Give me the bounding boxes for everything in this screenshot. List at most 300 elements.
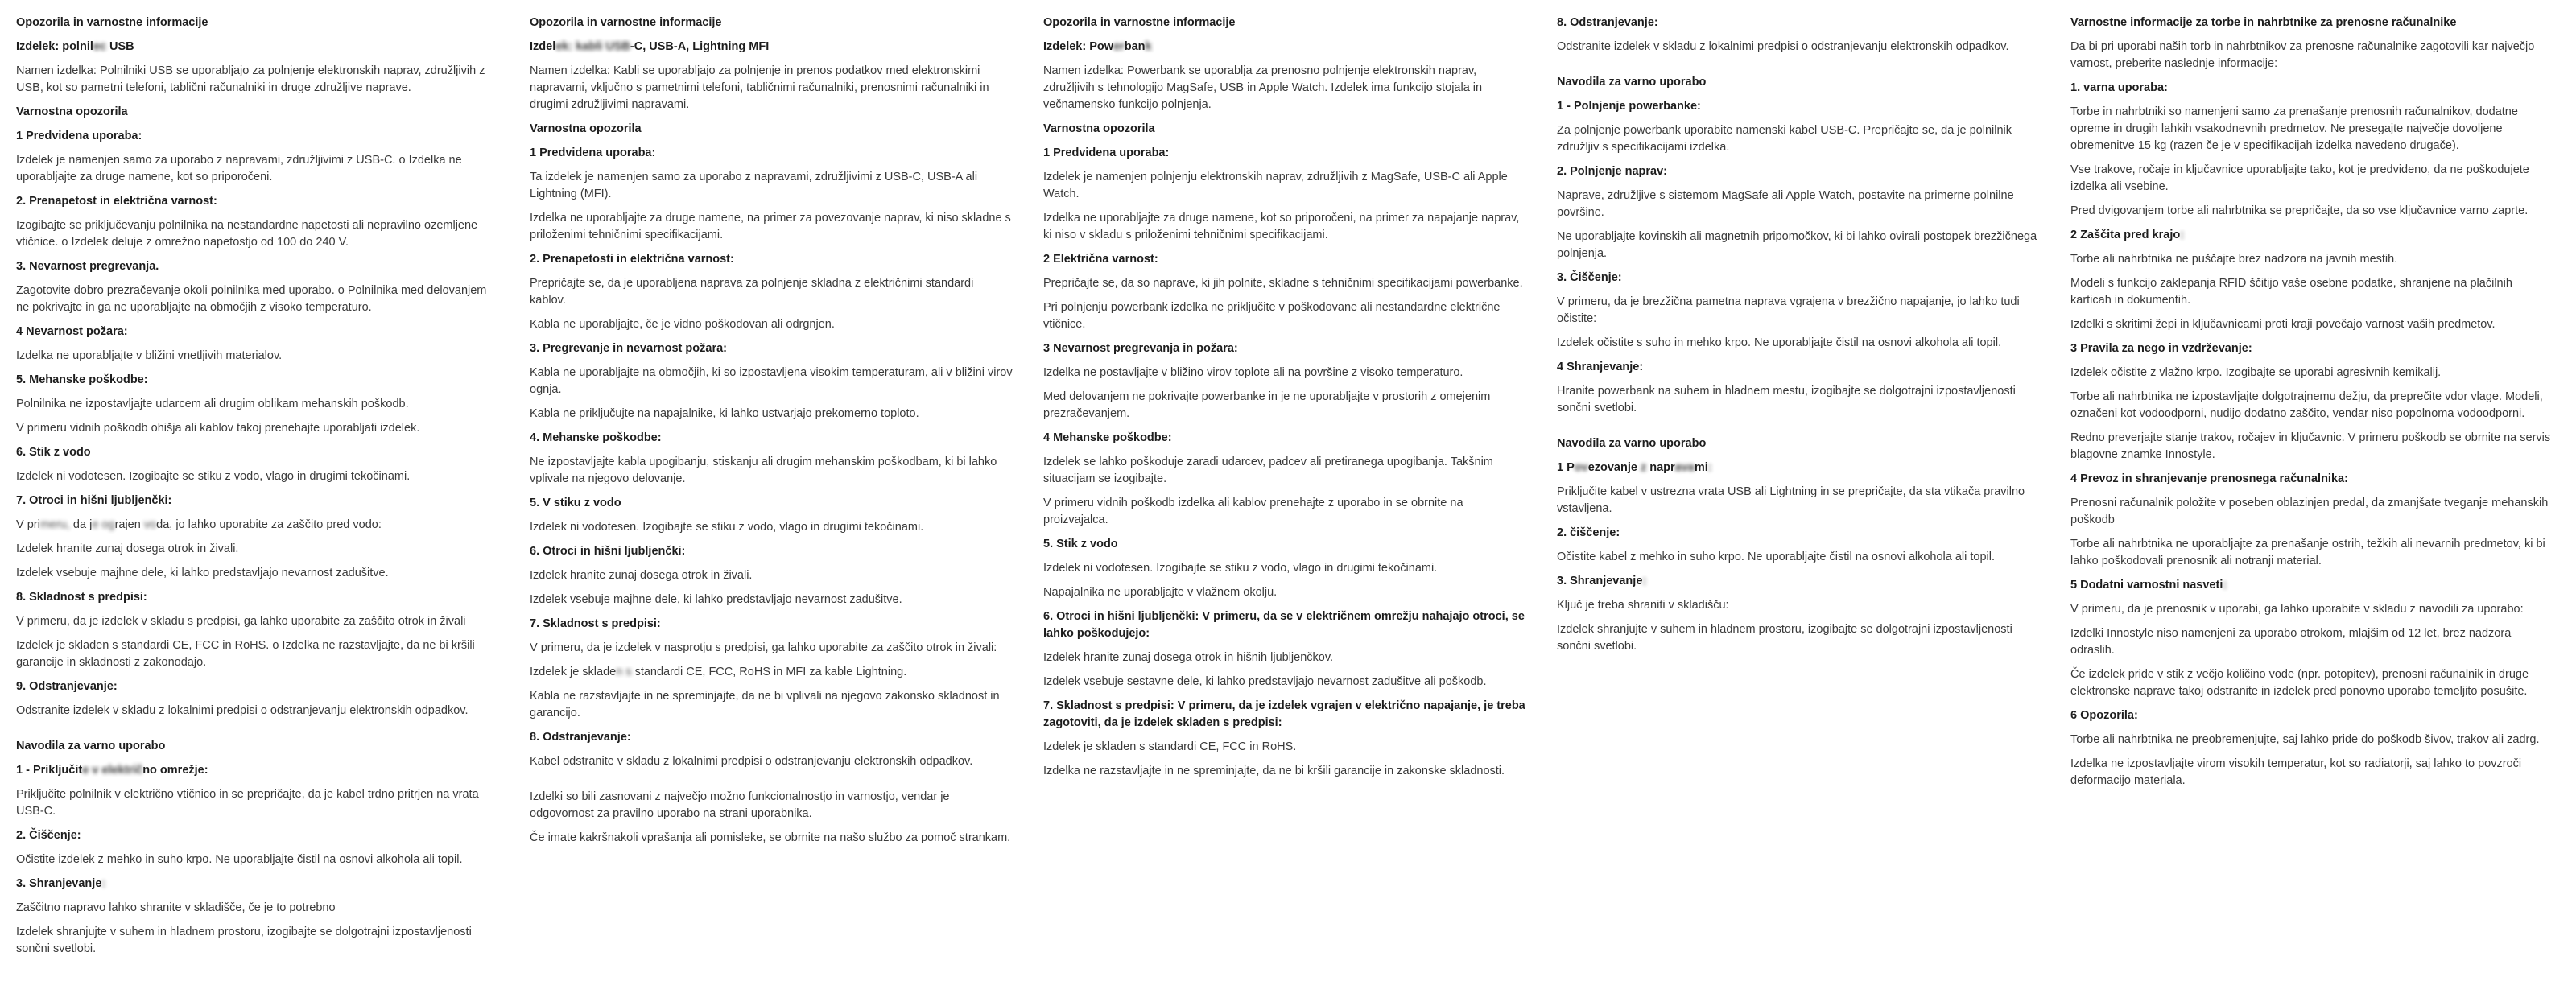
document-column-4 xyxy=(1557,14,2040,965)
section-heading xyxy=(16,39,499,56)
text-run: ek: kabli USB xyxy=(555,40,630,53)
text-run: ov xyxy=(1574,461,1588,474)
paragraph xyxy=(1043,365,1526,381)
paragraph xyxy=(2070,316,2553,333)
text-run: mi xyxy=(1694,461,1708,474)
paragraph xyxy=(530,688,1013,722)
section-heading xyxy=(530,145,1013,162)
section-heading xyxy=(16,827,499,844)
text-run: Kabla ne priključujte na napajalnike, ki lahko ustvarjajo prekomerno toploto. xyxy=(530,407,919,420)
text-run: 2 Električna varnost: xyxy=(1043,253,1158,266)
paragraph xyxy=(1043,210,1526,244)
text-run: : xyxy=(101,877,106,890)
text-run: Izdelek je namenjen samo za uporabo z napravami, združljivimi z USB-C. o Izdelka ne uporabljajte za druge namene, kot so priporočeni. xyxy=(16,154,462,183)
text-run: Kabla ne razstavljajte in ne spreminjajte, da ne bi vplivali na njegovo zakonsko skladnost in garancijo. xyxy=(530,690,1000,719)
text-run: 8. Odstranjevanje: xyxy=(1557,16,1658,29)
section-heading xyxy=(1557,163,2040,180)
text-run: Varnostne informacije za torbe in nahrbtnike za prenosne računalnike xyxy=(2070,16,2457,29)
paragraph xyxy=(2070,732,2553,748)
text-run: 1 Predvidena uporaba: xyxy=(1043,146,1170,159)
text-run: Kabel odstranite v skladu z lokalnimi predpisi o odstranjevanju elektronskih odpadkov. xyxy=(530,755,973,768)
text-run: Prepričajte se, da so naprave, ki jih polnite, skladne s tehničnimi specifikacijami powerbanke. xyxy=(1043,277,1523,290)
section-heading xyxy=(1557,98,2040,115)
paragraph xyxy=(2070,39,2553,72)
document-column-1 xyxy=(16,14,499,965)
text-run: Naprave, združljive s sistemom MagSafe ali Apple Watch, postavite na primerne polnilne površine. xyxy=(1557,189,2014,219)
text-run: Izdelek je sklade xyxy=(530,666,617,678)
section-heading xyxy=(1557,14,2040,31)
paragraph xyxy=(1557,188,2040,221)
text-run: meru, xyxy=(39,518,70,531)
text-run: 5 Dodatni varnostni nasveti xyxy=(2070,579,2223,592)
text-run: Namen izdelka: Powerbank se uporablja za prenosno polnjenje elektronskih naprav, združljivih s tehnologijo MagSafe, USB in Apple Watch. Izdelek ima funkcijo stojala in večnamensko funkcijo polnjenja. xyxy=(1043,64,1483,111)
paragraph xyxy=(530,567,1013,584)
section-heading xyxy=(2070,471,2553,488)
section-heading xyxy=(16,128,499,145)
section-heading xyxy=(1043,145,1526,162)
text-run: Zagotovite dobro prezračevanje okoli polnilnika med uporabo. o Polnilnika med delovanjem ne pokrivajte in ga ne uporabljajte na območjih z visoko temperaturo. xyxy=(16,284,487,314)
paragraph xyxy=(530,63,1013,113)
paragraph xyxy=(2070,430,2553,464)
section-heading xyxy=(16,193,499,210)
paragraph xyxy=(2070,666,2553,700)
paragraph xyxy=(16,420,499,437)
section-heading xyxy=(1043,251,1526,268)
paragraph xyxy=(16,637,499,671)
text-run: Pri polnjenju powerbank izdelka ne priključite v poškodovane ali nestandardne električne vtičnice. xyxy=(1043,301,1501,331)
paragraph xyxy=(2070,251,2553,268)
paragraph xyxy=(16,282,499,316)
text-run: Prepričajte se, da je uporabljena naprava za polnjenje skladna z električnimi standardi kablov. xyxy=(530,277,974,307)
text-run: USB xyxy=(106,40,134,53)
text-run: Izogibajte se priključevanju polnilnika na nestandardne napetosti ali nepravilno ozemljene vtičnice. o Izdelek deluje z omrežno napetostjo od 100 do 240 V. xyxy=(16,219,478,249)
text-run: Da bi pri uporabi naših torb in nahrbtnikov za prenosne računalnike zagotovili kar največjo varnost, preberite naslednje informacije: xyxy=(2070,40,2535,70)
paragraph xyxy=(1043,275,1526,292)
paragraph xyxy=(16,565,499,582)
paragraph xyxy=(2070,536,2553,570)
paragraph xyxy=(1043,763,1526,780)
paragraph xyxy=(2070,203,2553,220)
text-run: Izdelek ni vodotesen. Izogibajte se stiku z vodo, vlago in drugimi tekočinami. xyxy=(530,521,924,534)
text-run: V primeru, da je prenosnik v uporabi, ga lahko uporabite v skladu z navodili za uporabo: xyxy=(2070,603,2524,616)
paragraph xyxy=(2070,365,2553,381)
paragraph xyxy=(530,664,1013,681)
text-run: Izdelki Innostyle niso namenjeni za uporabo otrokom, mlajšim od 12 let, brez nadzora odraslih. xyxy=(2070,627,2512,657)
text-run: Izdelek očistite z vlažno krpo. Izogibajte se uporabi agresivnih kemikalij. xyxy=(2070,366,2442,379)
text-run: Izdelek shranjujte v suhem in hladnem prostoru, izogibajte se dolgotrajni izpostavljenosti sončni svetlobi. xyxy=(16,926,472,955)
section-gap xyxy=(1557,63,2040,74)
text-run: 1. varna uporaba: xyxy=(2070,81,2168,94)
text-run: Izdelek hranite zunaj dosega otrok in hišnih ljubljenčkov. xyxy=(1043,651,1334,664)
text-run: 2. Polnjenje naprav: xyxy=(1557,165,1667,178)
text-run: V primeru, da je izdelek v nasprotju s predpisi, ga lahko uporabite za zaščito otrok in živali: xyxy=(530,641,997,654)
text-run: 6. Otroci in hišni ljubljenčki: xyxy=(530,545,686,558)
section-heading xyxy=(1557,460,2040,476)
text-run: : xyxy=(2223,579,2227,592)
text-run: napr xyxy=(1646,461,1675,474)
text-run: V primeru vidnih poškodb ohišja ali kablov takoj prenehajte uporabljati izdelek. xyxy=(16,422,420,435)
section-heading xyxy=(2070,14,2553,31)
text-run: 3. Čiščenje: xyxy=(1557,271,1622,284)
text-run: 4 Mehanske poškodbe: xyxy=(1043,431,1172,444)
section-heading xyxy=(530,430,1013,447)
paragraph xyxy=(16,396,499,413)
paragraph xyxy=(2070,389,2553,423)
section-heading xyxy=(2070,577,2553,594)
paragraph xyxy=(1557,549,2040,566)
paragraph xyxy=(1557,383,2040,417)
paragraph xyxy=(16,517,499,534)
paragraph xyxy=(16,348,499,365)
paragraph xyxy=(1043,454,1526,488)
paragraph xyxy=(1043,649,1526,666)
section-heading xyxy=(530,14,1013,31)
paragraph xyxy=(2070,495,2553,529)
section-heading xyxy=(1557,573,2040,590)
text-run: Izdelek vsebuje majhne dele, ki lahko predstavljajo nevarnost zadušitve. xyxy=(530,593,902,606)
text-run: e v električ xyxy=(82,764,143,777)
section-heading xyxy=(530,121,1013,138)
paragraph xyxy=(1043,560,1526,577)
section-heading xyxy=(16,738,499,755)
text-run: Izdelki s skritimi žepi in ključavnicami proti kraji povečajo varnost vaših predmetov. xyxy=(2070,318,2496,331)
paragraph xyxy=(1557,597,2040,614)
paragraph xyxy=(16,900,499,917)
section-heading xyxy=(1557,435,2040,452)
text-run: Kabla ne uporabljajte na območjih, ki so izpostavljena visokim temperaturam, ali v bližini virov ognja. xyxy=(530,366,1013,396)
section-heading xyxy=(16,372,499,389)
text-run: : xyxy=(2180,229,2185,241)
text-run: Navodila za varno uporabo xyxy=(1557,437,1707,450)
section-heading xyxy=(530,729,1013,746)
text-run: 1 - Priključit xyxy=(16,764,83,777)
text-run: Ključ je treba shraniti v skladišču: xyxy=(1557,599,1729,612)
text-run: Če izdelek pride v stik z večjo količino vode (npr. potopitev), prenosni računalnik in druge elektronske naprave takoj odstranite in izdelek pred ponovno uporabo temeljito posušite. xyxy=(2070,668,2529,698)
section-heading xyxy=(16,258,499,275)
text-run: Opozorila in varnostne informacije xyxy=(530,16,722,29)
paragraph xyxy=(530,830,1013,847)
text-run: 3 Pravila za nego in vzdrževanje: xyxy=(2070,342,2252,355)
text-run: Izdelek ni vodotesen. Izogibajte se stiku z vodo, vlago in drugimi tekočinami. xyxy=(1043,562,1438,575)
text-run: Izdelek: Pow xyxy=(1043,40,1114,53)
text-run: Izdelek hranite zunaj dosega otrok in živali. xyxy=(16,542,239,555)
section-heading xyxy=(16,104,499,121)
text-run: V primeru, da je brezžična pametna naprava vgrajena v brezžično napajanje, jo lahko tudi očistite: xyxy=(1557,295,2020,325)
text-run: Redno preverjajte stanje trakov, ročajev in ključavnic. V primeru poškodb se obrnite na servis blagovne znamke Innostyle. xyxy=(2070,431,2551,461)
paragraph xyxy=(16,468,499,485)
text-run: 6. Stik z vodo xyxy=(16,446,91,459)
text-run: k xyxy=(1145,40,1152,53)
text-run: Izdelek očistite s suho in mehko krpo. Ne uporabljajte čistil na osnovi alkohola ali topil. xyxy=(1557,336,2002,349)
text-run: Izdelka ne uporabljajte za druge namene, na primer za povezovanje naprav, ki niso skladne s priloženimi tehničnimi specifikacijami. xyxy=(530,212,1011,241)
paragraph xyxy=(16,152,499,186)
section-heading xyxy=(2070,80,2553,97)
section-heading xyxy=(16,762,499,779)
text-run: 5. V stiku z vodo xyxy=(530,497,621,509)
section-heading xyxy=(1557,270,2040,287)
paragraph xyxy=(1557,229,2040,262)
text-run: V primeru, da je izdelek v skladu s predpisi, ga lahko uporabite za zaščito otrok in živali xyxy=(16,615,466,628)
text-run: Izdelek hranite zunaj dosega otrok in živali. xyxy=(530,569,753,582)
text-run: Opozorila in varnostne informacije xyxy=(16,16,208,29)
paragraph xyxy=(1043,584,1526,601)
paragraph xyxy=(2070,756,2553,790)
section-heading xyxy=(2070,227,2553,244)
paragraph xyxy=(1043,63,1526,113)
section-heading xyxy=(1557,74,2040,91)
text-run: Izdelek ni vodotesen. Izogibajte se stiku z vodo, vlago in drugimi tekočinami. xyxy=(16,470,411,483)
text-run: : xyxy=(1642,575,1647,588)
text-run: 6. Otroci in hišni ljubljenčki: V primeru, da se v električnem omrežju nahajajo otroci, se lahko poškodujejo: xyxy=(1043,610,1525,640)
text-run: ezovanje xyxy=(1587,461,1641,474)
text-run: 2. Čiščenje: xyxy=(16,829,81,842)
paragraph xyxy=(2070,275,2553,309)
paragraph xyxy=(530,210,1013,244)
paragraph xyxy=(1557,294,2040,328)
text-run: da, jo lahko uporabite za zaščito pred vodo: xyxy=(156,518,382,531)
section-heading xyxy=(2070,707,2553,724)
text-run: e og xyxy=(92,518,115,531)
text-run: Izdelka ne izpostavljajte virom visokih temperatur, kot so radiatorji, saj lahko to povzroči deformacijo materiala. xyxy=(2070,757,2522,787)
text-run: Očistite kabel z mehko in suho krpo. Ne uporabljajte čistil na osnovi alkohola ali topil. xyxy=(1557,550,1996,563)
document-column-2 xyxy=(530,14,1013,965)
text-run: 3. Pregrevanje in nevarnost požara: xyxy=(530,342,727,355)
text-run: V pri xyxy=(16,518,40,531)
text-run: Torbe ali nahrbtnika ne izpostavljajte dolgotrajnemu dežju, da preprečite vdor vlage. Modeli, označeni kot vodoodporni, nudijo dodatno zaščito, vendar niso popolnoma vodoodporni. xyxy=(2070,390,2543,420)
paragraph xyxy=(530,365,1013,398)
text-run: Izdelek: polnil xyxy=(16,40,93,53)
paragraph xyxy=(530,789,1013,823)
text-run: Torbe in nahrbtniki so namenjeni samo za prenašanje prenosnih računalnikov, dodatne opreme in drugih lahkih vsakodnevnih predmetov. Ne presegajte največje dovoljene obremenitve 15 kg (razen če je v specifikacijah izdelka navedeno drugače). xyxy=(2070,105,2518,152)
text-run: Izdelka ne razstavljajte in ne spreminjajte, da ne bi kršili garancije in zakonske skladnosti. xyxy=(1043,765,1505,777)
section-heading xyxy=(1043,608,1526,642)
paragraph xyxy=(1557,39,2040,56)
text-run: Navodila za varno uporabo xyxy=(1557,76,1707,89)
text-run: Varnostna opozorila xyxy=(530,122,642,135)
text-run: Modeli s funkcijo zaklepanja RFID ščitijo vaše osebne podatke, shranjene na plačilnih karticah in dokumentih. xyxy=(2070,277,2512,307)
paragraph xyxy=(530,316,1013,333)
text-run: Napajalnika ne uporabljajte v vlažnem okolju. xyxy=(1043,586,1278,599)
text-run: ec xyxy=(93,40,107,53)
text-run: n s xyxy=(616,666,632,678)
text-run: 5. Stik z vodo xyxy=(1043,538,1118,550)
text-run: V primeru vidnih poškodb izdelka ali kablov prenehajte z uporabo in se obrnite na proizvajalca. xyxy=(1043,497,1463,526)
text-run: Izdel xyxy=(530,40,556,53)
section-heading xyxy=(2070,340,2553,357)
text-run: Ne izpostavljajte kabla upogibanju, stiskanju ali drugim mehanskim poškodbam, ki bi lahko vplivale na njegovo delovanje. xyxy=(530,456,997,485)
text-run: ban xyxy=(1124,40,1146,53)
section-heading xyxy=(1557,525,2040,542)
text-run: Izdelek je namenjen polnjenju elektronskih naprav, združljivih z MagSafe, USB-C ali Apple Watch. xyxy=(1043,171,1508,200)
text-run: Med delovanjem ne pokrivajte powerbanke in je ne uporabljajte v prostorih z omejenim prezračevanjem. xyxy=(1043,390,1491,420)
section-heading xyxy=(530,543,1013,560)
text-run: Odstranite izdelek v skladu z lokalnimi predpisi o odstranjevanju elektronskih odpadkov. xyxy=(1557,40,2009,53)
text-run: Prenosni računalnik položite v poseben oblazinjen predal, da zmanjšate tveganje mehanskih poškodb xyxy=(2070,497,2549,526)
paragraph xyxy=(16,851,499,868)
paragraph xyxy=(530,169,1013,203)
paragraph xyxy=(530,454,1013,488)
text-run: Hranite powerbank na suhem in hladnem mestu, izogibajte se dolgotrajni izpostavljenosti sončni svetlobi. xyxy=(1557,385,2016,414)
text-run: Vse trakove, ročaje in ključavnice uporabljajte tako, kot je predvideno, da ne poškodujete izdelka ali vsebine. xyxy=(2070,163,2529,193)
paragraph xyxy=(1043,389,1526,423)
text-run: Torbe ali nahrbtnika ne preobremenjujte, saj lahko pride do poškodb šivov, trakov ali zadrg. xyxy=(2070,733,2540,746)
text-run: Polnilnika ne izpostavljajte udarcem ali drugim oblikam mehanskih poškodb. xyxy=(16,398,409,410)
text-run: Očistite izdelek z mehko in suho krpo. Ne uporabljajte čistil na osnovi alkohola ali topil. xyxy=(16,853,463,866)
paragraph xyxy=(1043,739,1526,756)
text-run: Navodila za varno uporabo xyxy=(16,740,166,752)
section-heading xyxy=(1557,359,2040,376)
text-run: rajen xyxy=(114,518,141,531)
text-run: 7. Skladnost s predpisi: V primeru, da je izdelek vgrajen v električno napajanje, je treba zagotoviti, da je izdelek skladen s predpisi: xyxy=(1043,699,1525,729)
text-run: Varnostna opozorila xyxy=(1043,122,1155,135)
paragraph xyxy=(1557,335,2040,352)
text-run: Za polnjenje powerbank uporabite namenski kabel USB-C. Prepričajte se, da je polnilnik združljiv s specifikacijami izdelka. xyxy=(1557,124,2013,154)
section-heading xyxy=(16,876,499,893)
paragraph xyxy=(16,217,499,251)
text-run: Odstranite izdelek v skladu z lokalnimi predpisi o odstranjevanju elektronskih odpadkov. xyxy=(16,704,469,717)
text-run: Izdelka ne uporabljajte v bližini vnetljivih materialov. xyxy=(16,349,283,362)
section-heading xyxy=(1043,39,1526,56)
section-heading xyxy=(1043,121,1526,138)
paragraph xyxy=(530,640,1013,657)
paragraph xyxy=(16,703,499,719)
paragraph xyxy=(1043,495,1526,529)
text-run: : xyxy=(1707,461,1712,474)
document-column-3 xyxy=(1043,14,1526,965)
text-run: 1 P xyxy=(1557,461,1575,474)
text-run: 3. Shranjevanje xyxy=(1557,575,1643,588)
section-heading xyxy=(16,14,499,31)
section-heading xyxy=(1043,14,1526,31)
text-run: Opozorila in varnostne informacije xyxy=(1043,16,1236,29)
section-heading xyxy=(16,589,499,606)
text-run: Izdelka ne postavljajte v bližino virov toplote ali na površine z visoko temperaturo. xyxy=(1043,366,1463,379)
text-run: 2. čiščenje: xyxy=(1557,526,1620,539)
text-run: -C, USB-A, Lightning MFI xyxy=(630,40,770,53)
section-heading xyxy=(530,495,1013,512)
text-run: Torbe ali nahrbtnika ne uporabljajte za prenašanje ostrih, težkih ali nevarnih predmetov, ki bi lahko poškodovali prenosnik ali notranji material. xyxy=(2070,538,2545,567)
text-run: Izdelek vsebuje sestavne dele, ki lahko predstavljajo nevarnost zadušitve ali poškodb. xyxy=(1043,675,1487,688)
text-run: ava xyxy=(1674,461,1695,474)
paragraph xyxy=(16,786,499,820)
section-heading xyxy=(1043,340,1526,357)
paragraph xyxy=(1043,299,1526,333)
text-run: 1 Predvidena uporaba: xyxy=(530,146,656,159)
text-run: 8. Skladnost s predpisi: xyxy=(16,591,147,604)
section-heading xyxy=(16,493,499,509)
text-run: 3 Nevarnost pregrevanja in požara: xyxy=(1043,342,1238,355)
paragraph xyxy=(2070,625,2553,659)
text-run: Izdelek vsebuje majhne dele, ki lahko predstavljajo nevarnost zadušitve. xyxy=(16,567,389,579)
text-run: Namen izdelka: Kabli se uporabljajo za polnjenje in prenos podatkov med elektronskimi napravami, vključno s pametnimi telefoni, tabličnimi računalniki, prenosnimi računalniki in drugimi združljivimi napravami. xyxy=(530,64,989,111)
text-run: Če imate kakršnakoli vprašanja ali pomisleke, se obrnite na našo službo za pomoč strankam. xyxy=(530,831,1011,844)
paragraph xyxy=(530,753,1013,770)
section-heading xyxy=(16,324,499,340)
section-heading xyxy=(1043,698,1526,732)
section-gap xyxy=(16,727,499,738)
section-heading xyxy=(530,39,1013,56)
text-run: 6 Opozorila: xyxy=(2070,709,2138,722)
paragraph xyxy=(530,275,1013,309)
paragraph xyxy=(1557,484,2040,517)
text-run: standardi CE, FCC, RoHS in MFI za kable Lightning. xyxy=(631,666,907,678)
text-run: 8. Odstranjevanje: xyxy=(530,731,631,744)
text-run: Ta izdelek je namenjen samo za uporabo z napravami, združljivimi z USB-C, USB-A ali Lightning (MFI). xyxy=(530,171,978,200)
text-run: 3. Nevarnost pregrevanja. xyxy=(16,260,159,273)
section-heading xyxy=(1043,430,1526,447)
text-run: 5. Mehanske poškodbe: xyxy=(16,373,148,386)
text-run: Pred dvigovanjem torbe ali nahrbtnika se prepričajte, da so vse ključavnice varno zaprte. xyxy=(2070,204,2529,217)
text-run: 1 - Polnjenje powerbanke: xyxy=(1557,100,1701,113)
section-heading xyxy=(530,251,1013,268)
text-run: 7. Skladnost s predpisi: xyxy=(530,617,661,630)
paragraph xyxy=(16,613,499,630)
text-run: Izdelek je skladen s standardi CE, FCC in RoHS. o Izdelka ne razstavljajte, da ne bi kršili garancije in skladnosti z zakonodajo. xyxy=(16,639,475,669)
section-heading xyxy=(16,444,499,461)
text-run: Izdelki so bili zasnovani z največjo možno funkcionalnostjo in varnostjo, vendar je odgovornost za pravilno uporabo na strani uporabnika. xyxy=(530,790,950,820)
text-run: Izdelek se lahko poškoduje zaradi udarcev, padcev ali pretiranega upogibanja. Takšnim situacijam se izogibajte. xyxy=(1043,456,1493,485)
paragraph xyxy=(1557,621,2040,655)
text-run: Varnostna opozorila xyxy=(16,105,128,118)
paragraph xyxy=(1557,122,2040,156)
paragraph xyxy=(530,406,1013,423)
paragraph xyxy=(2070,162,2553,196)
text-run: Izdelek je skladen s standardi CE, FCC in RoHS. xyxy=(1043,740,1297,753)
section-heading xyxy=(16,678,499,695)
text-run: 2 Zaščita pred krajo xyxy=(2070,229,2181,241)
paragraph xyxy=(16,541,499,558)
text-run: 4 Shranjevanje: xyxy=(1557,361,1644,373)
text-run: Priključite polnilnik v električno vtičnico in se prepričajte, da je kabel trdno pritrjen na vrata USB-C. xyxy=(16,788,479,818)
text-run: Izdelka ne uporabljajte za druge namene, kot so priporočeni, na primer za napajanje naprav, ki niso v skladu s priloženimi tehničnimi specifikacijami. xyxy=(1043,212,1520,241)
text-run: Ne uporabljajte kovinskih ali magnetnih pripomočkov, ki bi lahko ovirali postopek brezžičnega polnjenja. xyxy=(1557,230,2037,260)
paragraph xyxy=(2070,104,2553,155)
text-run: 3. Shranjevanje xyxy=(16,877,102,890)
text-run: er xyxy=(1113,40,1125,53)
text-run: da j xyxy=(69,518,93,531)
text-run: Namen izdelka: Polnilniki USB se uporabljajo za polnjenje elektronskih naprav, združljivih z USB, kot so pametni telefoni, tablični računalniki in druge združljive naprave. xyxy=(16,64,485,94)
text-run: Izdelek shranjujte v suhem in hladnem prostoru, izogibajte se dolgotrajni izpostavljenosti sončni svetlobi. xyxy=(1557,623,2013,653)
text-run: 4 Prevoz in shranjevanje prenosnega računalnika: xyxy=(2070,472,2348,485)
section-heading xyxy=(530,340,1013,357)
paragraph xyxy=(1043,169,1526,203)
section-gap xyxy=(530,777,1013,789)
text-run: 4 Nevarnost požara: xyxy=(16,325,128,338)
document-column-5 xyxy=(2070,14,2553,965)
paragraph xyxy=(530,519,1013,536)
text-run: 9. Odstranjevanje: xyxy=(16,680,118,693)
text-run: 7. Otroci in hišni ljubljenčki: xyxy=(16,494,172,507)
text-run: 2. Prenapetost in električna varnost: xyxy=(16,195,217,208)
paragraph xyxy=(2070,601,2553,618)
text-run: Priključite kabel v ustrezna vrata USB ali Lightning in se prepričajte, da sta vtikača pravilno vstavljena. xyxy=(1557,485,2025,515)
section-gap xyxy=(1557,424,2040,435)
paragraph xyxy=(1043,674,1526,691)
text-run: 2. Prenapetosti in električna varnost: xyxy=(530,253,734,266)
text-run: vo xyxy=(140,518,157,531)
paragraph xyxy=(16,924,499,958)
text-run: Torbe ali nahrbtnika ne puščajte brez nadzora na javnih mestih. xyxy=(2070,253,2398,266)
text-run: z xyxy=(1640,461,1647,474)
text-run: 4. Mehanske poškodbe: xyxy=(530,431,662,444)
paragraph xyxy=(16,63,499,97)
text-run: 1 Predvidena uporaba: xyxy=(16,130,142,142)
section-heading xyxy=(1043,536,1526,553)
text-run: no omrežje: xyxy=(142,764,208,777)
text-run: Zaščitno napravo lahko shranite v skladišče, če je to potrebno xyxy=(16,901,336,914)
section-heading xyxy=(530,616,1013,633)
text-run: Kabla ne uporabljajte, če je vidno poškodovan ali odrgnjen. xyxy=(530,318,835,331)
